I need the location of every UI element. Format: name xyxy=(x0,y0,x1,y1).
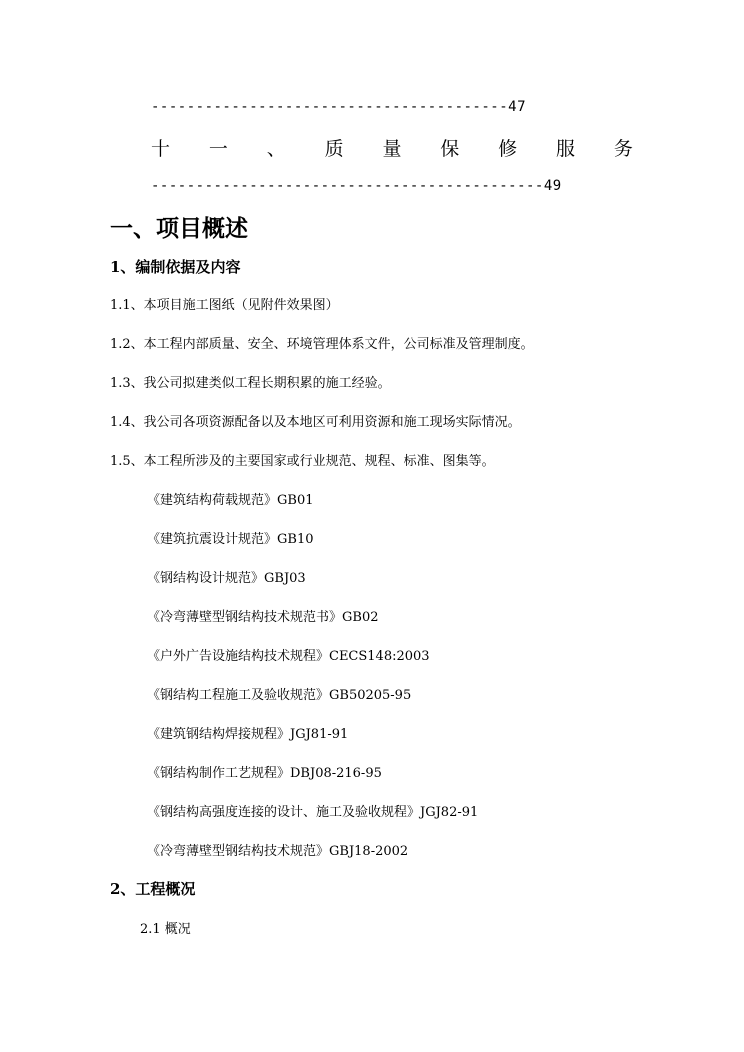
toc-heading-char: 保 xyxy=(440,138,460,160)
overview-item: 2.1 概况 xyxy=(140,922,191,937)
standard-item: 《冷弯薄壁型钢结构技术规范》GBJ18-2002 xyxy=(147,844,409,859)
toc-heading-quality-warranty xyxy=(151,134,633,161)
standard-item: 《户外广告设施结构技术规程》CECS148:2003 xyxy=(147,649,430,664)
standard-item: 《冷弯薄壁型钢结构技术规范书》GB02 xyxy=(147,610,379,625)
toc-heading-char: 修 xyxy=(498,138,518,160)
subsection-title: 2、工程概况 xyxy=(110,880,196,898)
standard-item: 《钢结构制作工艺规程》DBJ08-216-95 xyxy=(147,766,382,781)
basis-item: 1.1、本项目施工图纸（见附件效果图） xyxy=(110,298,339,313)
toc-heading-char: 务 xyxy=(613,138,633,160)
toc-heading-char: 、 xyxy=(266,138,286,160)
toc-heading-char: 一 xyxy=(208,138,228,160)
basis-item: 1.3、我公司拟建类似工程长期积累的施工经验。 xyxy=(110,376,391,391)
standard-item: 《建筑结构荷载规范》GB01 xyxy=(147,493,314,508)
section-title: 一、项目概述 xyxy=(110,215,248,242)
basis-item: 1.2、本工程内部质量、安全、环境管理体系文件，公司标准及管理制度。 xyxy=(110,337,534,352)
standard-item: 《钢结构工程施工及验收规范》GB50205-95 xyxy=(147,688,412,703)
standard-item: 《建筑抗震设计规范》GB10 xyxy=(147,532,314,547)
standard-item: 《钢结构高强度连接的设计、施工及验收规程》JGJ82-91 xyxy=(147,805,479,820)
toc-heading-char: 量 xyxy=(382,138,402,160)
basis-item: 1.5、本工程所涉及的主要国家或行业规范、规程、标准、图集等。 xyxy=(110,454,495,469)
toc-heading-char: 服 xyxy=(556,138,576,160)
subsection-title: 1、编制依据及内容 xyxy=(110,258,241,276)
standard-item: 《钢结构设计规范》GBJ03 xyxy=(147,571,306,586)
toc-heading-char: 质 xyxy=(324,138,344,160)
toc-leader-line: --------------------------------------------49 xyxy=(151,178,562,194)
basis-item: 1.4、我公司各项资源配备以及本地区可利用资源和施工现场实际情况。 xyxy=(110,415,521,430)
toc-leader-line: ----------------------------------------47 xyxy=(151,99,527,115)
standard-item: 《建筑钢结构焊接规程》JGJ81-91 xyxy=(147,727,349,742)
toc-heading-char: 十 xyxy=(151,138,171,160)
